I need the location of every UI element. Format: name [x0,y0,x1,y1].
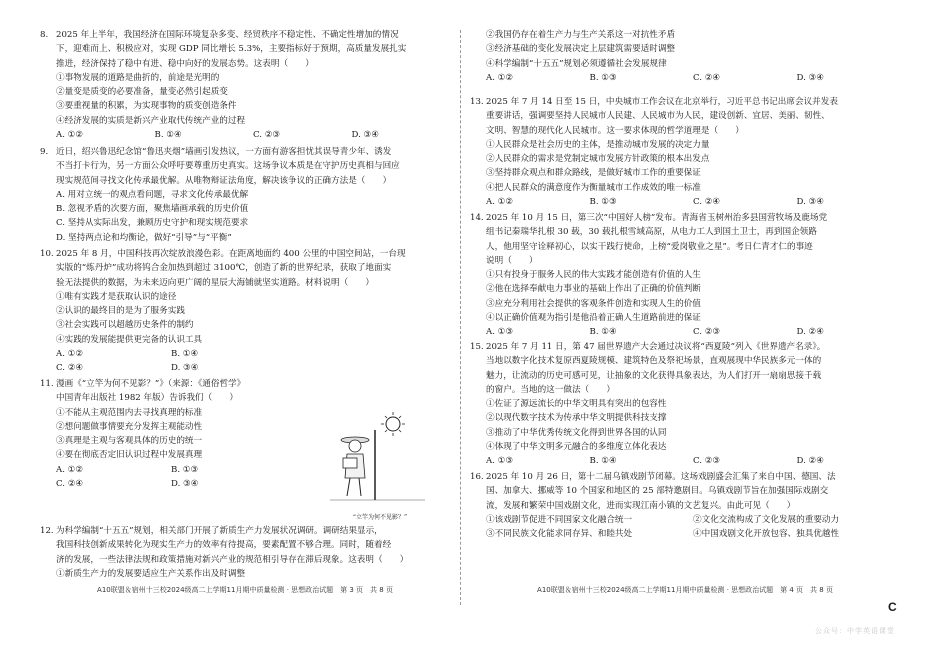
statement: ④实践的发展能提供更完备的认识工具 [56,334,203,345]
question-number: 15. [470,342,484,352]
question-8 [40,28,450,142]
stem-line: 人，他用坚守诠释初心，以实干践行使命，上榜“爱岗敬业之星”。考日仁青才仁的事迹 [486,241,813,252]
option-b[interactable]: B. ①③ [589,72,617,83]
option-d[interactable]: D. ③④ [171,479,199,490]
watermark: 公众号：中学英语课堂 [815,627,895,635]
stem-line: 下，迎难而上、积极应对，实现 GDP 同比增长 5.3%，主要指标好于预期，高质量发展扎实 [56,44,407,55]
left-page [40,0,450,646]
option-d[interactable]: D. ③④ [351,130,379,141]
stem-line: 2025 年 7 月 14 日至 15 日，中央城市工作会议在北京举行，习近平总书记出席会议并发表 [486,97,838,107]
statement: ④科学编制“十五五”规划必须遵循社会发展规律 [486,58,667,69]
question-13 [470,95,900,209]
statement: ②以现代数字技术为传承中华文明提供科技支撑 [486,413,667,424]
question-number: 16. [470,472,484,482]
statement: ④经济发展的实质是新兴产业取代传统产业的过程 [56,115,246,126]
statement: ②他在选择奉献电力事业的基础上作出了正确的价值判断 [486,284,701,295]
statement: ②文化交流构成了文化发展的重要动力 [693,514,840,525]
stem-line: 近日，绍兴鲁迅纪念馆“鲁迅夹烟”墙画引发热议，一方面有游客担忧其误导青少年、诱发 [56,147,392,157]
stem-line: 推进，经济保持了稳中有进、稳中向好的发展态势。这表明（ ） [56,58,314,69]
statement: ①新质生产力的发展要适应生产关系作出及时调整 [56,568,246,579]
statement: ③经济基础的变化发展决定上层建筑需要适时调整 [486,44,676,55]
question-12 [40,524,450,581]
statement: ②想问题做事情要充分发挥主观能动性 [56,421,203,432]
statement: ③推动了中华优秀传统文化得到世界各国的认同 [486,427,667,438]
stem-line: 说明（ ） [486,255,538,266]
statement: ①佐证了源远流长的中华文明具有突出的包容性 [486,399,667,410]
stem-line: 当地以数字化技术复原西夏陵规模、建筑特色及祭祀场景，直观展现中华民族多元一体的 [486,356,822,367]
stem-line: 漫画《“立竿为何不见影？”》（来源：《通俗哲学》 [56,379,246,389]
option-b[interactable]: B. ①④ [154,130,182,141]
stem-line: 2025 年 8 月，中国科技再次绽放浪漫色彩。在距离地面约 400 公里的中国空间站，一台现 [56,249,406,259]
question-number: 10. [40,249,54,259]
statement: ①事物发展的道路是曲折的，前途是光明的 [56,72,220,83]
statement: ③坚持群众观点和群众路线，是做好城市工作的重要保证 [486,168,701,179]
page-divider [460,30,461,605]
page-footer: A10联盟＆宿州十三校2024级高二上学期11月期中质量检测 · 思想政治试题 第 4 页 共 8 页 [537,586,833,594]
question-number: 8. [40,30,49,40]
stem-line: 验无法提供的数据，为未来迈向更广阔的星辰大海铺就坚实道路。材料说明（ ） [56,277,374,288]
stem-line: 的窗户。当地的这一做法（ ） [486,384,615,395]
option-c[interactable]: C. ②③ [693,327,721,338]
stem-line: 流，发展和繁荣中国戏剧文化，进而实现江南小镇的文艺复兴。由此可见（ ） [486,500,796,511]
option-d[interactable]: D. ③④ [796,197,824,208]
stem-line: 2025 年 7 月 11 日，第 47 届世界遗产大会通过决议将“西夏陵”列入《世界遗产名录》。 [486,342,826,352]
question-10 [40,247,450,376]
statement: ①唯有实践才是获取认识的途径 [56,291,177,302]
option-d[interactable]: D. ③④ [171,363,199,374]
question-16 [470,470,900,541]
option-b[interactable]: B. ①④ [171,349,199,360]
comic-caption: “立竿为何不见影？” [352,514,408,521]
option-a[interactable]: A. ①③ [486,327,514,338]
stem-line: 2025 年 10 月 15 日，第三次“中国好人榜”发布。青海省玉树州治多县国营牧场及鹿场党 [486,213,828,223]
statement: ④要在彻底否定旧认识过程中发展真理 [56,450,203,461]
option-b[interactable]: B. ①④ [589,327,617,338]
statement: ①只有投身于服务人民的伟大实践才能创造有价值的人生 [486,270,701,281]
statement: ③真理是主观与客观具体的历史的统一 [56,436,203,447]
option-c[interactable]: C. 坚持从实际出发，兼顾历史守护和现实规范要求 [56,218,249,229]
stem-line: 济的发展，一些法律法规和政策措施对新兴产业的规范相引导存在滞后现象。这表明（ ） [56,554,409,565]
stem-line: 现实规范间寻找文化传承最优解。从唯物辩证法角度，解决该争议的正确方法是（ ） [56,175,392,186]
option-c[interactable]: C. ②④ [693,197,721,208]
statement: ①不能从主观范围内去寻找真理的标准 [56,407,203,418]
statement: ②量变是质变的必要准备，量变必然引起质变 [56,87,228,98]
stem-line: 重要讲话，强调要坚持人民城市人民建、人民城市为人民，建设创新、宜居、美丽、韧性、 [486,111,830,122]
statement: ④中国戏剧文化开放包容、独具优越性 [693,529,840,540]
statement: ②人民群众的需求是党制定城市发展方针政策的根本出发点 [486,154,710,165]
option-b[interactable]: B. ①④ [589,456,617,467]
option-c[interactable]: C. ②③ [253,130,281,141]
question-number: 13. [470,97,484,107]
stem-line: 实版的“炼丹炉”成功将钨合金加热到超过 3100℃，创造了新的世界纪录，获取了地面实 [56,263,392,274]
option-c[interactable]: C. ②④ [56,479,84,490]
option-d[interactable]: D. 坚持两点论和均衡论，做好“引导”与“平衡” [56,232,232,243]
option-a[interactable]: A. ①② [486,197,514,208]
option-a[interactable]: A. ①② [56,349,84,360]
stem-line: 我国科技创新成果转化为现实生产力的效率有待提高，要素配置不够合理。同时，随着经 [56,540,392,551]
option-c[interactable]: C. ②④ [693,72,721,83]
question-number: 11. [40,379,54,389]
statement: ②我国仍存在着生产力与生产关系这一对抗性矛盾 [486,30,676,40]
option-d[interactable]: D. ②④ [796,456,824,467]
comic-illustration [325,410,435,510]
option-a[interactable]: A. ①② [486,72,514,83]
stem-line: 为科学编制“十五五”规划，相关部门开展了新质生产力发展状况调研。调研结果显示， [56,526,383,536]
question-number: 12. [40,526,54,536]
statement: ③社会实践可以超越历史条件的制约 [56,320,194,331]
statement: ③不同民族文化能求同存异、和睦共处 [486,529,633,540]
option-c[interactable]: C. ②④ [56,363,84,374]
option-d[interactable]: D. ②④ [796,327,824,338]
question-12-continued [470,28,900,85]
stem-line: 2025 年上半年，我国经济在国际环境复杂多变、经贸秩序不稳定性、不确定性增加的情况 [56,30,399,40]
question-15 [470,340,900,469]
stem-line: 中国青年出版社 1982 年版）告诉我们（ ） [56,393,239,404]
option-a[interactable]: A. ①③ [486,456,514,467]
statement: ①该戏剧节促进不同国家文化融合统一 [486,514,633,525]
stem-line: 文明、智慧的现代化人民城市。这一要求体现的哲学道理是（ ） [486,125,744,136]
option-a[interactable]: A. ①② [56,130,84,141]
option-d[interactable]: D. ③④ [796,72,824,83]
option-a[interactable]: A. 用对立统一的观点看问题，寻求文化传承最优解 [56,189,249,200]
stem-line: 2025 年 10 月 26 日，第十二届乌镇戏剧节闭幕。这场戏剧盛会汇集了来自中国、德国、法 [486,472,836,482]
stem-line: 组书记秦瑞华扎根 30 载，30 载扎根雪域高原，从电力工人到国土卫士，再到国企领路 [486,227,817,238]
statement: ③要重视量的积累，为实现事物的质变创造条件 [56,101,237,112]
corner-letter: C [888,600,897,614]
right-page [470,0,900,646]
option-b[interactable]: B. 忽视矛盾的次要方面，聚焦墙画承载的历史价值 [56,204,249,215]
option-c[interactable]: C. ②③ [693,456,721,467]
statement: ③应充分利用社会提供的客观条件创造和实现人生的价值 [486,298,701,309]
question-number: 9. [40,147,49,157]
statement: ④以正确价值观为指引是他沿着正确人生道路前进的保证 [486,313,701,324]
option-b[interactable]: B. ①③ [589,197,617,208]
stem-line: 不当打卡行为，另一方面公众呼吁要尊重历史真实。这场争议本质是在守护历史真相与回应 [56,161,400,172]
statement: ②认识的最终目的是为了服务实践 [56,306,185,317]
stem-line: 魅力，让流动的历史可感可见，让抽象的文化获得具象表达，为人们打开一扇扇思接千载 [486,370,822,381]
question-9 [40,145,450,245]
statement: ④把人民群众的满意度作为衡量城市工作成效的唯一标准 [486,182,701,193]
option-a[interactable]: A. ①② [56,464,84,475]
question-number: 14. [470,213,484,223]
option-b[interactable]: B. ①③ [171,464,199,475]
question-14 [470,211,900,340]
statement: ④体现了中华文明多元融合的多维度立体化表达 [486,442,667,453]
stem-line: 国、加拿大、挪威等 10 个国家和地区的 25 部特邀剧目。乌镇戏剧节旨在加强国际戏剧交 [486,486,829,497]
statement: ①人民群众是社会历史的主体，是推动城市发展的决定力量 [486,139,710,150]
page-footer: A10联盟＆宿州十三校2024级高二上学期11月期中质量检测 · 思想政治试题 第 3 页 共 8 页 [97,586,393,594]
